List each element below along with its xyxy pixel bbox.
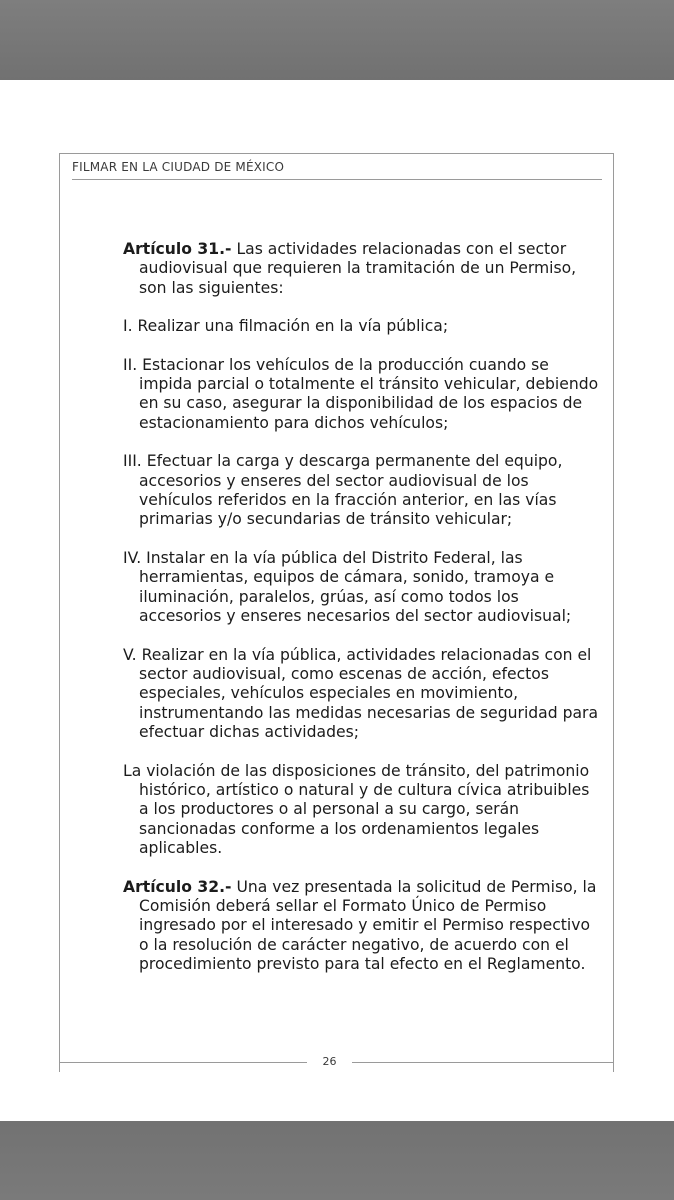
- top-dark-band: [0, 0, 674, 80]
- fraction-v: V. Realizar en la vía pública, actividades relacionadas con el sector audiovisual, como escenas de acción, efectos especiales, vehículos especiales en movimiento, instrumentando las medidas necesarias de seguridad para efectuar dichas actividades;: [123, 645, 599, 742]
- bottom-dark-band: [0, 1121, 674, 1200]
- article-31-intro-text: Las actividades relacionadas con el sector audiovisual que requieren la tramitación de un Permiso, son las siguientes:: [139, 240, 577, 297]
- page-body: [123, 240, 603, 994]
- article-31-closing: La violación de las disposiciones de tránsito, del patrimonio histórico, artístico o natural y de cultura cívica atribuibles a los productores o al personal a su cargo, serán sancionadas conforme a los ordenamientos legales aplicables.: [123, 761, 590, 858]
- document-page: [59, 153, 614, 1072]
- article-31-label: Artículo 31.-: [123, 240, 232, 258]
- article-31-intro: [123, 240, 603, 298]
- page-number: 26: [322, 1055, 337, 1068]
- page-footer: [60, 1052, 613, 1072]
- fraction-iii: III. Efectuar la carga y descarga permanente del equipo, accesorios y enseres del sector audiovisual de los vehículos referidos en la fracción anterior, en las vías primarias y/o secundarias de tránsito vehicular;: [123, 452, 563, 529]
- footer-rule-right: [352, 1062, 614, 1063]
- fraction-ii: II. Estacionar los vehículos de la producción cuando se impida parcial o totalmente el tránsito vehicular, debiendo en su caso, asegurar la disponibilidad de los espacios de estacionamiento para dichos vehículos;: [123, 355, 599, 432]
- footer-rule-left: [60, 1062, 307, 1063]
- article-32: [123, 878, 603, 975]
- running-header: FILMAR EN LA CIUDAD DE MÉXICO: [72, 154, 602, 180]
- article-32-label: Artículo 32.-: [123, 877, 232, 896]
- fraction-iv: IV. Instalar en la vía pública del Distrito Federal, las herramientas, equipos de cámara, sonido, tramoya e iluminación, paralelos, grúas, así como todos los accesorios y enseres necesarios del sector audiovisual;: [123, 548, 572, 626]
- fraction-i: I. Realizar una filmación en la vía pública;: [123, 317, 449, 336]
- article-32-text: Una vez presentada la solicitud de Permiso, la Comisión deberá sellar el Formato Único de Permiso ingresado por el interesado y emitir el Permiso respectivo o la resolución de carácter negativo, de acuerdo con el procedimiento previsto para tal efecto en el Reglamento.: [139, 877, 597, 974]
